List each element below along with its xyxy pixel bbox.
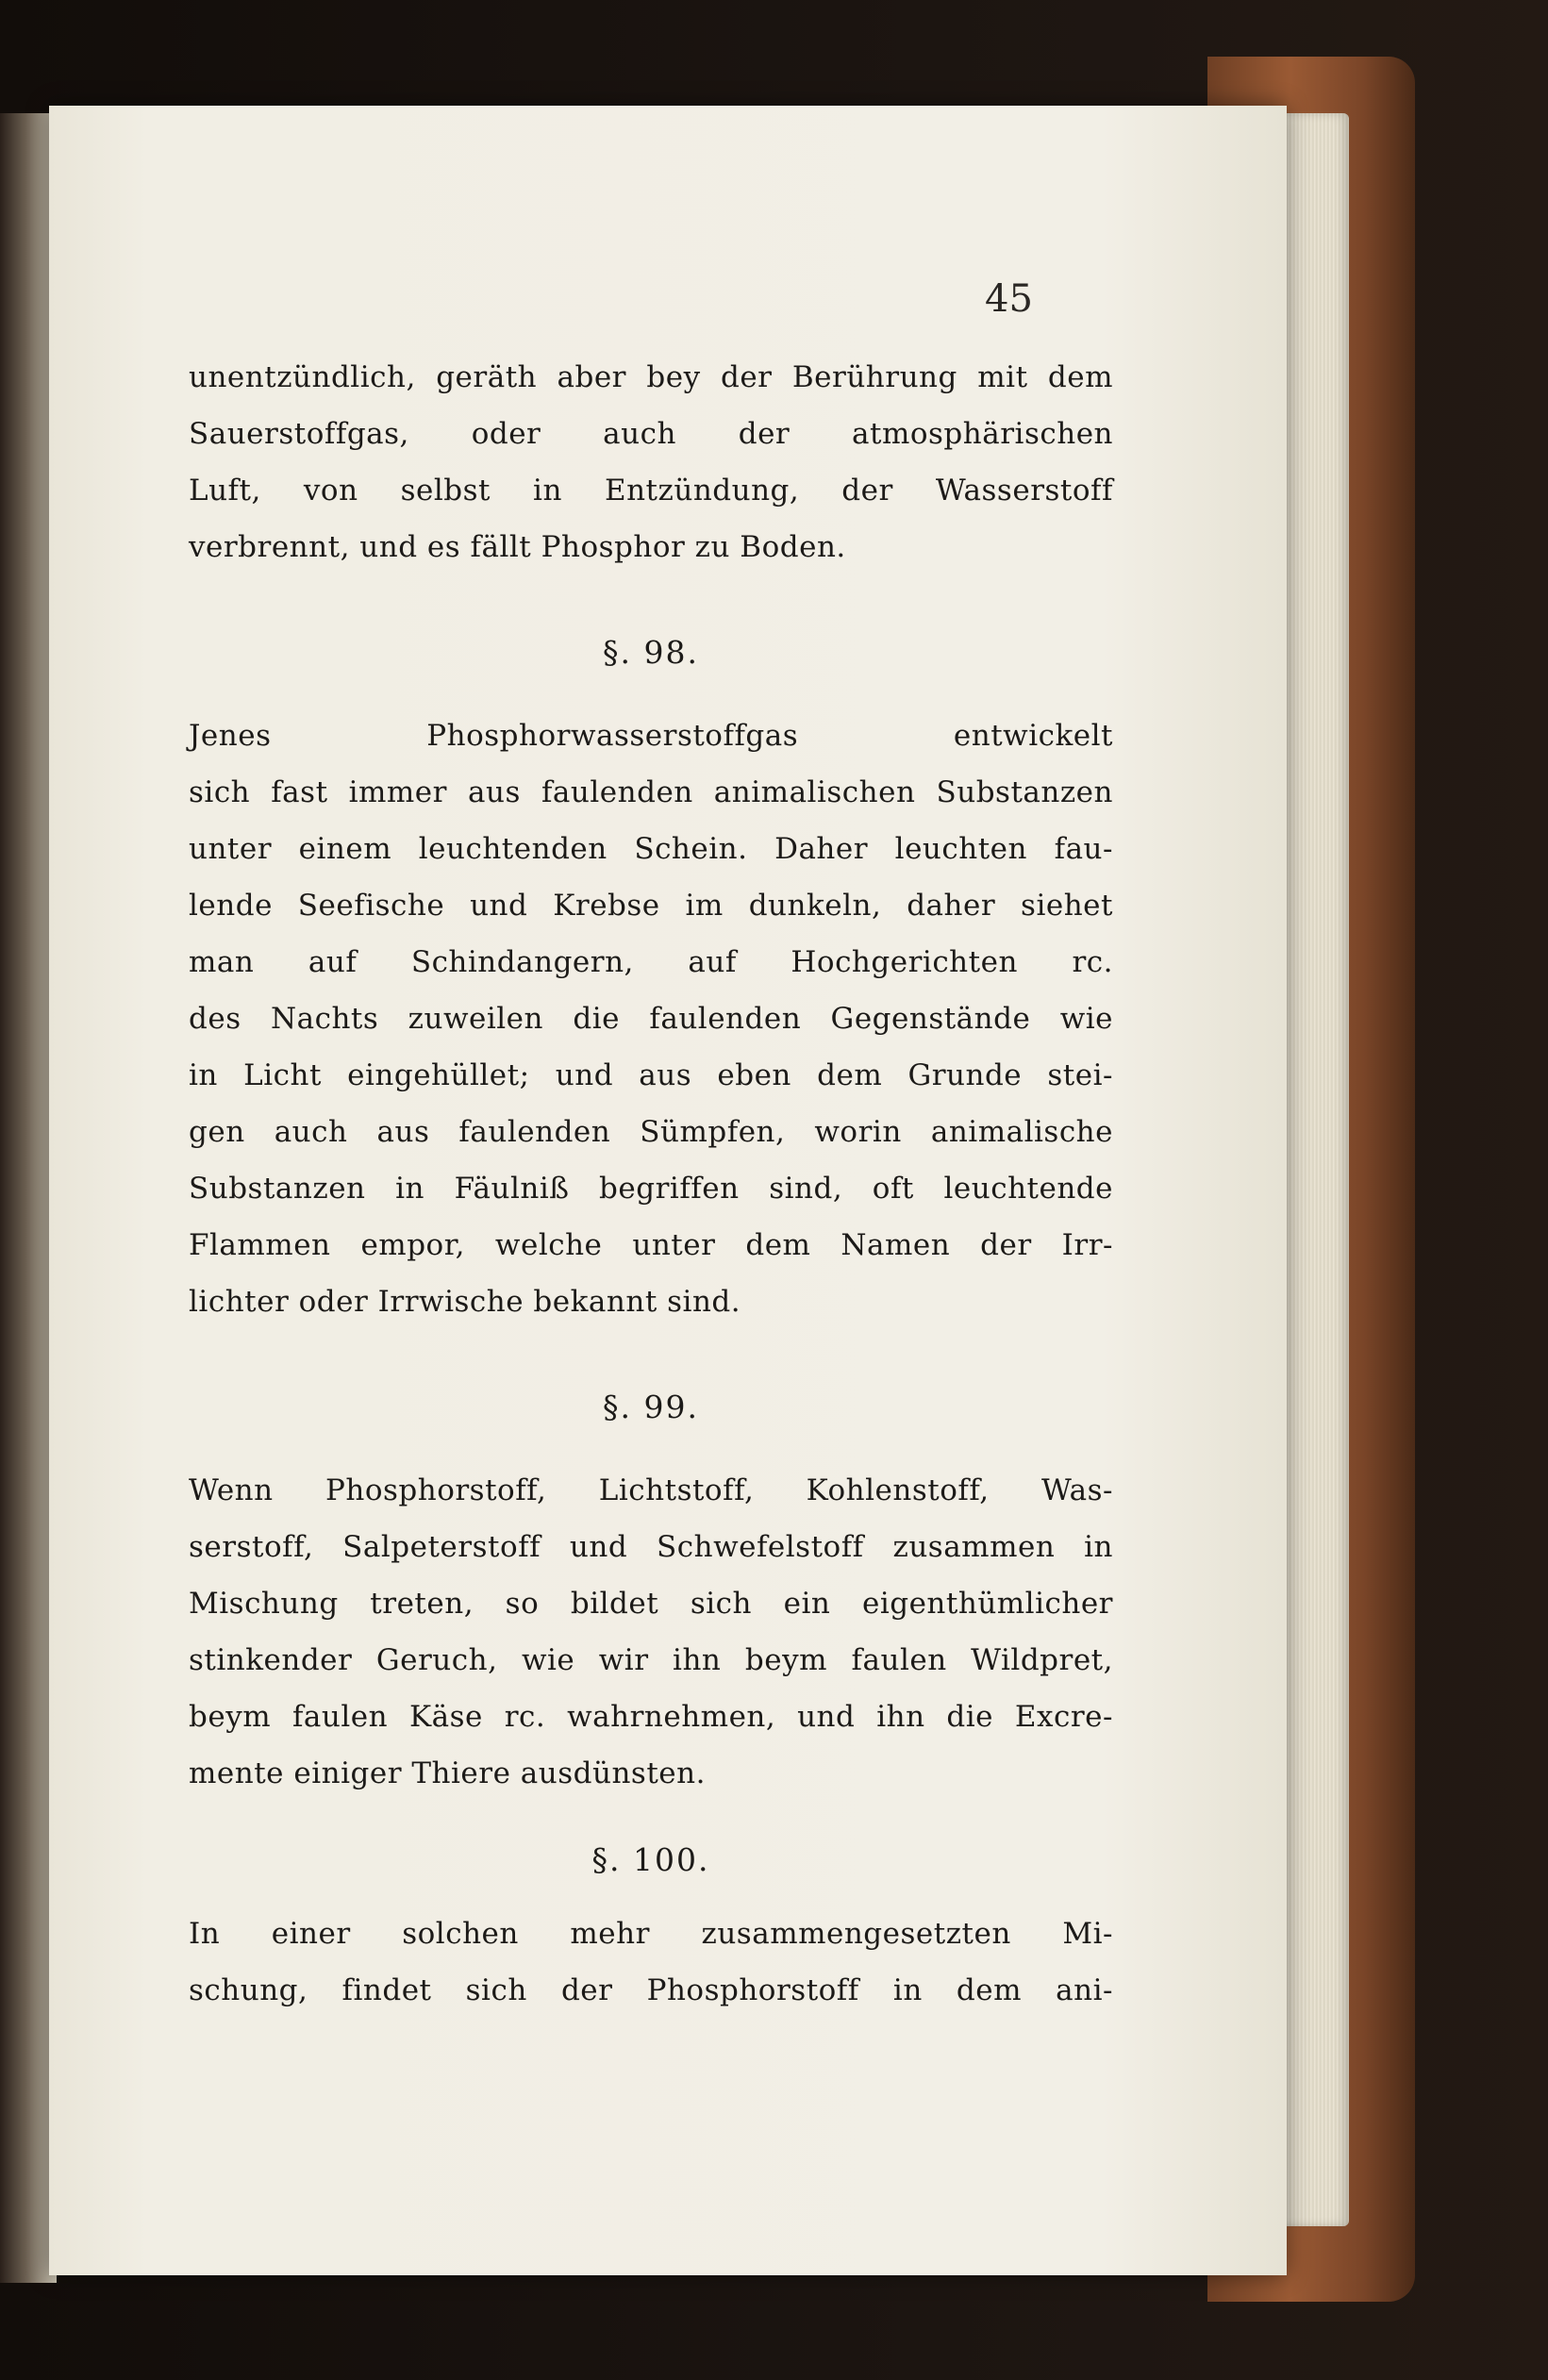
text-line: Luft, von selbst in Entzündung, der Wasserstoff [189, 474, 1113, 508]
text-line: des Nachts zuweilen die faulenden Gegenstände wie [189, 1002, 1113, 1036]
text-line: gen auch aus faulenden Sümpfen, worin animalische [189, 1115, 1113, 1149]
text-line: stinkender Geruch, wie wir ihn beym faulen Wildpret, [189, 1643, 1113, 1677]
section-heading-99: §. 99. [603, 1389, 699, 1425]
text-line: Sauerstoffgas, oder auch der atmosphärischen [189, 417, 1113, 451]
text-line: Substanzen in Fäulniß begriffen sind, oft leuchtende [189, 1172, 1113, 1206]
text-line: Mischung treten, so bildet sich ein eigenthümlicher [189, 1587, 1113, 1621]
text-line: man auf Schindangern, auf Hochgerichten rc. [189, 945, 1113, 979]
text-line: In einer solchen mehr zusammengesetzten Mi- [189, 1917, 1113, 1951]
text-line: mente einiger Thiere ausdünsten. [189, 1756, 706, 1790]
section-heading-98: §. 98. [603, 634, 699, 671]
section-heading-100: §. 100. [591, 1841, 710, 1878]
text-line: beym faulen Käse rc. wahrnehmen, und ihn die Excre- [189, 1700, 1113, 1734]
text-line: lende Seefische und Krebse im dunkeln, daher siehet [189, 889, 1113, 923]
text-line: unentzündlich, geräth aber bey der Berührung mit dem [189, 360, 1113, 394]
page-number: 45 [985, 277, 1033, 321]
text-line: sich fast immer aus faulenden animalischen Substanzen [189, 775, 1113, 809]
text-line: Wenn Phosphorstoff, Lichtstoff, Kohlenstoff, Was- [189, 1473, 1113, 1507]
text-line: Jenes Phosphorwasserstoffgas entwickelt [189, 719, 1113, 753]
text-line: lichter oder Irrwische bekannt sind. [189, 1285, 741, 1319]
text-line: verbrennt, und es fällt Phosphor zu Boden. [189, 530, 846, 564]
text-line: unter einem leuchtenden Schein. Daher leuchten fau- [189, 832, 1113, 866]
text-line: serstoff, Salpeterstoff und Schwefelstoff zusammen in [189, 1530, 1113, 1564]
left-page-edge [0, 113, 57, 2283]
text-line: schung, findet sich der Phosphorstoff in dem ani- [189, 1973, 1113, 2007]
text-line: Flammen empor, welche unter dem Namen der Irr- [189, 1228, 1113, 1262]
book-page [49, 106, 1287, 2275]
text-line: in Licht eingehüllet; und aus eben dem Grunde stei- [189, 1058, 1113, 1092]
